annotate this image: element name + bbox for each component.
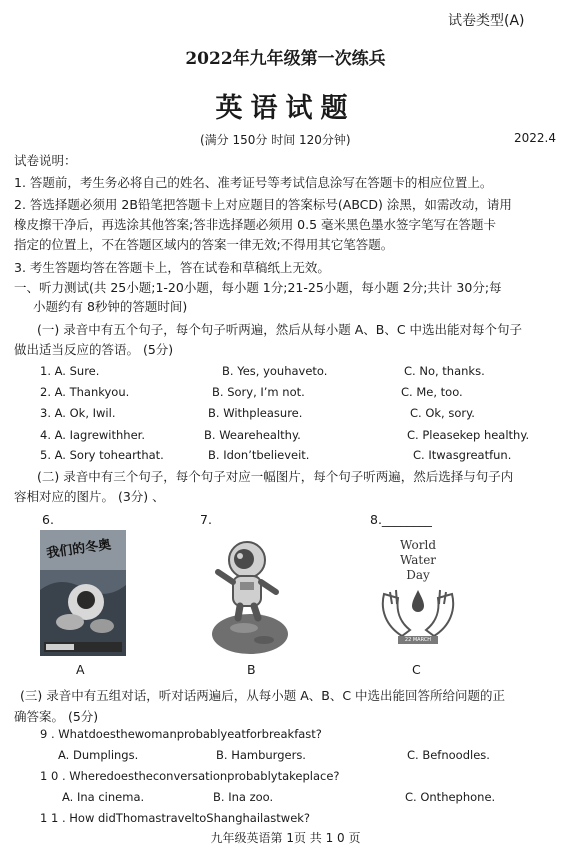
q10-question: 1 0 . Wheredoestheconversationprobablytakeplace? <box>40 769 340 783</box>
water-day-ribbon: 22 MARCH <box>404 637 432 643</box>
q5-option-c: C. Itwasgreatfun. <box>413 448 512 462</box>
instruction-1: 1. 答题前，考生务必将自己的姓名、准考证号等考试信息涂写在答题卡的相应位置上。 <box>14 175 493 190</box>
picture-c-world-water-day <box>370 532 466 658</box>
q2-option-b: B. Sory, I’m not. <box>212 385 305 399</box>
part3-line2: 确答案。 (5分) <box>14 709 99 724</box>
part3-line1: (三) 录音中有五组对话，听对话两遍后，从每小题 A、B、C 中选出能回答所给问题的正 <box>20 688 506 703</box>
part2-line1: (二) 录音中有三个句子，每个句子对应一幅图片，每个句子听两遍，然后选择与句子内 <box>37 469 514 484</box>
q5-option-b: B. Idon’tbelieveit. <box>208 448 310 462</box>
q3-option-b: B. Withpleasure. <box>208 406 303 420</box>
picture-c-label: C <box>412 662 421 677</box>
q4-option-b: B. Wearehealthy. <box>204 428 301 442</box>
picture-b-astronaut <box>200 532 296 656</box>
water-day-line3: Day <box>406 568 430 582</box>
q3-option-c: C. Ok, sory. <box>410 406 475 420</box>
water-day-line1: World <box>400 538 436 552</box>
q9-option-a: A. Dumplings. <box>58 748 139 762</box>
q5-option-a: 5. A. Sory tohearthat. <box>40 448 164 462</box>
q9-option-c: C. Befnoodles. <box>407 748 490 762</box>
picture-b-label: B <box>247 662 256 677</box>
picture-a-label: A <box>76 662 85 677</box>
q1-option-b: B. Yes, youhaveto. <box>222 364 328 378</box>
q10-option-c: C. Onthephone. <box>405 790 496 804</box>
part2-line2: 容相对应的图片。 (3分) 、 <box>14 489 165 504</box>
part1-line1: (一) 录音中有五个句子，每个句子听两遍，然后从每小题 A、B、C 中选出能对每个句子 <box>37 322 523 337</box>
q11-question: 1 1 . How didThomastraveltoShanghailastwek? <box>40 811 311 825</box>
exam-type: 试卷类型(A) <box>448 13 525 29</box>
q2-option-a: 2. A. Thankyou. <box>40 385 130 399</box>
instruction-2-line2: 橡皮擦干净后，再选涂其他答案;答非选择题必须用 0.5 毫米黑色墨水签字笔写在答题卡 <box>14 217 497 232</box>
instruction-2-line1: 2. 答选择题必须用 2B铅笔把答题卡上对应题目的答案标号(ABCD) 涂黑，如需改动，请用 <box>14 197 512 212</box>
listening-section-line2: 小题约有 8秒钟的答题时间) <box>33 299 188 314</box>
poster-title: 我们的冬奥 <box>45 537 113 562</box>
picture-a-olympics-poster <box>40 530 126 656</box>
q7-number: 7. <box>200 512 212 527</box>
q10-option-a: A. Ina cinema. <box>62 790 145 804</box>
listening-section-line1: 一、听力测试(共 25小题;1-20小题，每小题 1分;21-25小题，每小题 2分;共计 30分;每 <box>14 280 502 295</box>
instruction-3: 3. 考生答题均答在答题卡上，答在试卷和草稿纸上无效。 <box>14 260 330 275</box>
water-day-line2: Water <box>399 553 437 567</box>
q4-option-a: 4. A. Iagrewithher. <box>40 428 145 442</box>
q10-option-b: B. Ina zoo. <box>213 790 274 804</box>
exam-info: (满分 150分 时间 120分钟) <box>200 133 351 147</box>
q9-question: 9 . Whatdoesthewomanprobablyeatforbreakfast? <box>40 727 322 741</box>
instructions-heading: 试卷说明： <box>14 153 77 168</box>
exam-header-title: 2022年九年级第一次练兵 <box>185 49 386 69</box>
q4-option-c: C. Pleasekep healthy. <box>407 428 530 442</box>
page-footer: 九年级英语第 1页 共 1 0 页 <box>210 831 361 845</box>
q8-number: 8.________ <box>370 512 432 527</box>
q3-option-a: 3. A. Ok, Iwil. <box>40 406 116 420</box>
q2-option-c: C. Me, too. <box>401 385 463 399</box>
q6-number: 6. <box>42 512 54 527</box>
subject-title: 英语试题 <box>215 93 356 124</box>
q9-option-b: B. Hamburgers. <box>216 748 306 762</box>
q1-option-c: C. No, thanks. <box>404 364 485 378</box>
instruction-2-line3: 指定的位置上，不在答题区域内的答案一律无效;不得用其它笔答题。 <box>14 237 394 252</box>
q1-option-a: 1. A. Sure. <box>40 364 100 378</box>
exam-date: 2022.4 <box>514 131 556 145</box>
part1-line2: 做出适当反应的答语。 (5分) <box>14 342 174 357</box>
